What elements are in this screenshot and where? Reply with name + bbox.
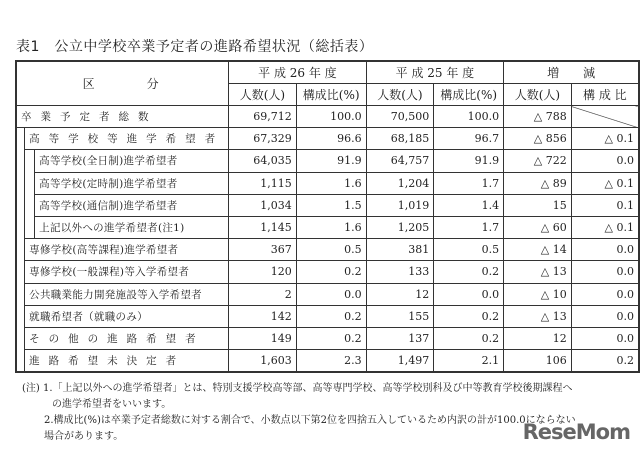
ratio-diff	[571, 106, 639, 128]
count-h25: 1,204	[366, 172, 434, 194]
count-h26: 142	[229, 305, 297, 327]
row-label: その他の進路希望者	[25, 327, 229, 349]
ratio-h26: 0.5	[296, 239, 366, 261]
table-row	[16, 106, 639, 128]
table-row	[16, 327, 639, 349]
table-row	[16, 194, 639, 216]
ratio-diff: 0.1	[571, 194, 639, 216]
table-row	[16, 283, 639, 305]
count-h25: 1,497	[366, 350, 434, 373]
table-row	[16, 261, 639, 283]
count-h25: 137	[366, 327, 434, 349]
header-diff: 増 減	[504, 61, 639, 84]
header-ratio: 構 成 比	[571, 84, 639, 106]
count-diff: 12	[504, 327, 572, 349]
table-row	[16, 239, 639, 261]
row-label: 卒業予定者総数	[16, 106, 229, 128]
header-year-25: 平 成 25 年 度	[366, 61, 504, 84]
table-row	[16, 128, 639, 150]
row-label: 高等学校(定時制)進学希望者	[35, 172, 229, 194]
ratio-diff: 0.0	[571, 261, 639, 283]
table-row	[16, 216, 639, 238]
note-1-cont: の進学希望者をいいます。	[52, 399, 172, 410]
header-count: 人数(人)	[504, 84, 572, 106]
header-count: 人数(人)	[366, 84, 434, 106]
footnotes	[22, 381, 576, 445]
ratio-diff: △ 0.1	[571, 172, 639, 194]
note-prefix: (注)	[22, 383, 40, 394]
note-2-cont: 場合があります。	[44, 431, 124, 442]
count-h26: 149	[229, 327, 297, 349]
ratio-h25: 91.9	[434, 150, 504, 172]
header-ratio: 構成比(%)	[296, 84, 366, 106]
ratio-diff: 0.0	[571, 283, 639, 305]
ratio-diff: 0.2	[571, 350, 639, 373]
count-h26: 2	[229, 283, 297, 305]
count-h26: 367	[229, 239, 297, 261]
ratio-h25: 100.0	[434, 106, 504, 128]
count-h25: 381	[366, 239, 434, 261]
row-label: 公共職業能力開発施設等入学希望者	[25, 283, 229, 305]
ratio-h25: 2.1	[434, 350, 504, 373]
ratio-h25: 0.2	[434, 261, 504, 283]
count-diff: △ 89	[504, 172, 572, 194]
career-plan-table	[15, 60, 640, 373]
ratio-h25: 1.4	[434, 194, 504, 216]
row-label: 就職希望者（就職のみ）	[25, 305, 229, 327]
count-h25: 68,185	[366, 128, 434, 150]
count-h26: 64,035	[229, 150, 297, 172]
table-row	[16, 172, 639, 194]
count-h25: 12	[366, 283, 434, 305]
header-year-26: 平 成 26 年 度	[229, 61, 367, 84]
count-h26: 69,712	[229, 106, 297, 128]
row-label: 進路希望未決定者	[25, 350, 229, 373]
note-2: 2.構成比(%)は卒業予定者総数に対する割合で、小数点以下第2位を四捨五入しているため内訳の計が100.0にならない	[44, 415, 576, 426]
indent-cell	[16, 128, 25, 373]
header-category: 区 分	[16, 61, 229, 106]
ratio-diff: △ 0.1	[571, 216, 639, 238]
header-row-1	[16, 61, 639, 84]
ratio-h25: 96.7	[434, 128, 504, 150]
count-h26: 67,329	[229, 128, 297, 150]
ratio-h25: 1.7	[434, 216, 504, 238]
ratio-h26: 1.5	[296, 194, 366, 216]
ratio-h26: 96.6	[296, 128, 366, 150]
row-label: 高等学校等進学希望者	[25, 128, 229, 150]
ratio-h26: 0.0	[296, 283, 366, 305]
row-label: 上記以外への進学希望者(注1)	[35, 216, 229, 238]
ratio-h26: 1.6	[296, 172, 366, 194]
count-h25: 1,205	[366, 216, 434, 238]
ratio-h25: 1.7	[434, 172, 504, 194]
count-h25: 155	[366, 305, 434, 327]
count-diff: △ 722	[504, 150, 572, 172]
table-row	[16, 305, 639, 327]
table-row	[16, 150, 639, 172]
ratio-diff: 0.0	[571, 327, 639, 349]
count-diff: 106	[504, 350, 572, 373]
ratio-h25: 0.5	[434, 239, 504, 261]
count-diff: △ 13	[504, 261, 572, 283]
ratio-diff: △ 0.1	[571, 128, 639, 150]
count-diff: △ 60	[504, 216, 572, 238]
count-diff: △ 10	[504, 283, 572, 305]
ratio-diff: 0.0	[571, 305, 639, 327]
row-label: 高等学校(通信制)進学希望者	[35, 194, 229, 216]
ratio-diff: 0.0	[571, 150, 639, 172]
ratio-h25: 0.2	[434, 305, 504, 327]
ratio-h26: 1.6	[296, 216, 366, 238]
ratio-h25: 0.2	[434, 327, 504, 349]
ratio-h26: 0.2	[296, 261, 366, 283]
note-1: 1.「上記以外への進学希望者」とは、特別支援学校高等部、高等専門学校、高等学校別科及び中等教育学校後期課程へ	[43, 383, 573, 394]
count-h25: 133	[366, 261, 434, 283]
ratio-h26: 100.0	[296, 106, 366, 128]
count-diff: △ 14	[504, 239, 572, 261]
ratio-h26: 0.2	[296, 327, 366, 349]
row-label: 専修学校(一般課程)等入学希望者	[25, 261, 229, 283]
count-h25: 70,500	[366, 106, 434, 128]
table-title: 表1 公立中学校卒業予定者の進路希望状況（総括表）	[16, 39, 374, 55]
header-count: 人数(人)	[229, 84, 297, 106]
count-h26: 120	[229, 261, 297, 283]
count-h25: 64,757	[366, 150, 434, 172]
ratio-diff: 0.0	[571, 239, 639, 261]
row-label: 専修学校(高等課程)進学希望者	[25, 239, 229, 261]
resemom-logo: ReseMom	[522, 420, 630, 444]
count-h26: 1,603	[229, 350, 297, 373]
count-diff: △ 13	[504, 305, 572, 327]
count-h26: 1,115	[229, 172, 297, 194]
ratio-h25: 0.0	[434, 283, 504, 305]
count-h26: 1,145	[229, 216, 297, 238]
count-diff: △ 856	[504, 128, 572, 150]
table-row	[16, 350, 639, 373]
indent-cell	[25, 150, 35, 239]
count-h26: 1,034	[229, 194, 297, 216]
ratio-h26: 0.2	[296, 305, 366, 327]
count-h25: 1,019	[366, 194, 434, 216]
row-label: 高等学校(全日制)進学希望者	[35, 150, 229, 172]
header-ratio: 構成比(%)	[434, 84, 504, 106]
ratio-h26: 2.3	[296, 350, 366, 373]
count-diff: △ 788	[504, 106, 572, 128]
count-diff: 15	[504, 194, 572, 216]
ratio-h26: 91.9	[296, 150, 366, 172]
